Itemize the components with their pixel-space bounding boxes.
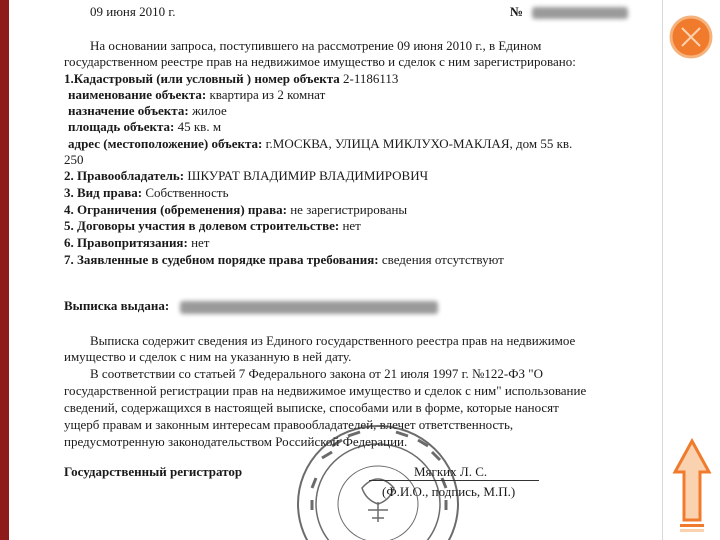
paragraph-2-line-1: В соответствии со статьей 7 Федерального закона от 21 июля 1997 г. №122-ФЗ "О [90,366,543,381]
slide-left-accent-bar [0,0,9,540]
contracts-value: нет [342,218,361,233]
cadastral-value: 2-1186113 [343,71,399,86]
paragraph-1-line-2: имущество и сделок с ним на указанную в ней дату. [64,349,352,364]
paragraph-2-line-3: сведений, содержащихся в настоящей выписке, способами или в форме, которые наносят [64,400,559,415]
close-icon[interactable] [668,14,714,60]
redacted-recipient [180,301,438,314]
signature-caption: (Ф.И.О., подпись, М.П.) [382,484,516,499]
restrictions-row [64,202,407,218]
paragraph-1-line-1: Выписка содержит сведения из Единого государственного реестра прав на недвижимое [90,333,576,348]
area-row [68,119,221,135]
cadastral-row [64,71,398,87]
purpose-row [68,103,227,119]
claims-value: нет [191,235,210,250]
paragraph-2-line-4: ущерб правам и законным интересам правообладателей, влечет ответственность, [64,417,514,432]
paragraph-2-line-2: государственной регистрации прав на недвижимое имущество и сделок с ним" использование [64,383,587,398]
official-seal-stamp [292,418,462,540]
intro-line-1: На основании запроса, поступившего на рассмотрение 09 июня 2010 г., в Едином [90,38,542,53]
header-row [64,4,175,20]
right-type-label: 3. Вид права: [64,185,143,200]
issued-row [64,298,438,314]
number-label: № [510,4,524,19]
area-value: 45 кв. м [177,119,222,134]
address-row [68,136,572,152]
holder-row [64,168,428,184]
restrictions-label: 4. Ограничения (обременения) права: [64,202,287,217]
redacted-number [532,7,628,19]
court-claims-value: сведения отсутствуют [381,252,504,267]
intro-line-2: государственном реестре прав на недвижимое имущество и сделок с ним зарегистрировано: [64,54,576,69]
document-right-edge [662,0,663,540]
right-type-row [64,185,229,201]
address-continuation: 250 [64,152,84,167]
holder-value: ШКУРАТ ВЛАДИМИР ВЛАДИМИРОВИЧ [187,168,429,183]
right-type-value: Собственность [145,185,229,200]
issued-label: Выписка выдана: [64,298,170,313]
address-value: г.МОСКВА, УЛИЦА МИКЛУХО-МАКЛАЯ, дом 55 кв. [265,136,573,151]
court-claims-row [64,252,504,268]
cadastral-label: 1.Кадастровый (или условный ) номер объекта [64,71,340,86]
claims-row [64,235,209,251]
contracts-row [64,218,361,234]
purpose-label: назначение объекта: [68,103,189,118]
claims-label: 6. Правопритязания: [64,235,188,250]
arrow-up-icon[interactable] [672,438,712,532]
object-name-row [68,87,325,103]
purpose-value: жилое [191,103,227,118]
document-number [510,4,628,20]
object-name-value: квартира из 2 комнат [209,87,326,102]
area-label: площадь объекта: [68,119,175,134]
registrar-name: Мягких Л. С. [414,464,488,479]
object-name-label: наименование объекта: [68,87,207,102]
restrictions-value: не зарегистрированы [290,202,408,217]
address-label: адрес (местоположение) объекта: [68,136,263,151]
contracts-label: 5. Договоры участия в долевом строительстве: [64,218,340,233]
court-claims-label: 7. Заявленные в судебном порядке права требования: [64,252,379,267]
document-date: 09 июня 2010 г. [90,4,176,19]
registry-extract-document [64,0,654,540]
holder-label: 2. Правообладатель: [64,168,185,183]
registrar-label: Государственный регистратор [64,464,243,479]
paragraph-2-line-5: предусмотренную законодательством Российской Федерации. [64,434,408,449]
